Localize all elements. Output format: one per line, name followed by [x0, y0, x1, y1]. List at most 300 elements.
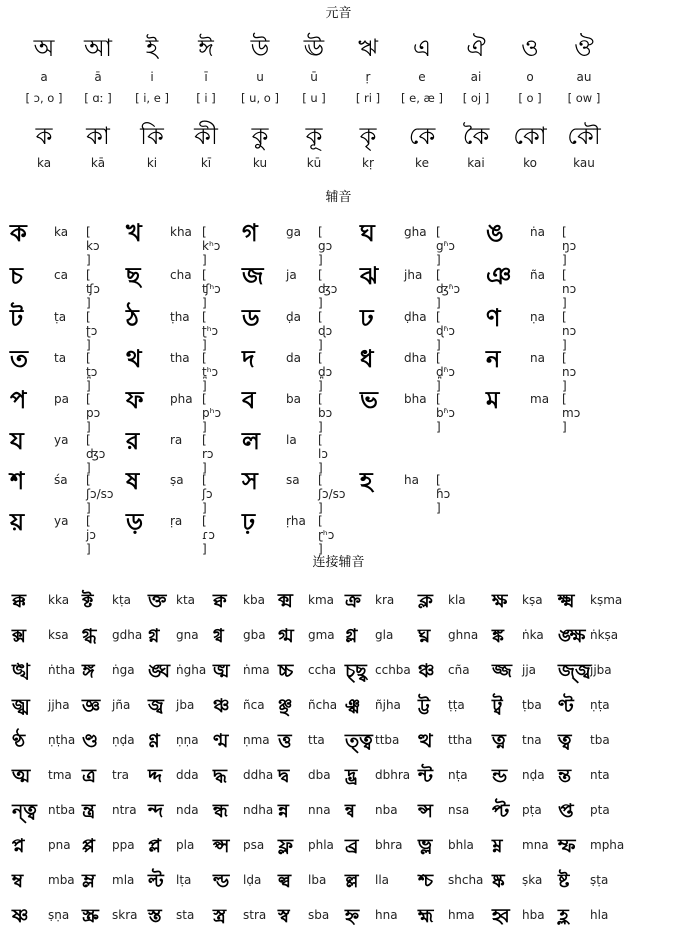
- conjunct-roman: ṅma: [243, 663, 270, 677]
- conjunct-roman: ghna: [448, 628, 479, 642]
- conjunct-glyph: প্স: [213, 835, 230, 857]
- consonant-ipa: [ ʈʰɔ ]: [202, 310, 219, 352]
- consonant-roman: ḍha: [404, 310, 427, 324]
- vowel-ipa: [ o ]: [518, 91, 542, 105]
- consonant-glyph: খ: [126, 219, 142, 247]
- conjunct-glyph: গ্ন: [148, 625, 160, 647]
- conjunct-glyph: ণ্ড: [82, 730, 99, 752]
- conjunct-glyph: ক্র: [345, 590, 361, 612]
- conjunct-glyph: ন্ত: [558, 765, 572, 787]
- consonant-glyph: য: [10, 427, 24, 455]
- conjunct-glyph: শ্চ: [418, 870, 434, 892]
- conjunct-glyph: দ্ভ্র: [345, 765, 358, 787]
- consonant-ipa: [ ɾɔ ]: [202, 514, 215, 556]
- conjunct-glyph: ষ্ণ: [12, 905, 29, 927]
- consonant-ipa: [ ɦɔ ]: [436, 473, 451, 515]
- conjunct-glyph: ঞ্ঝ: [345, 695, 361, 717]
- consonant-glyph: গ: [242, 219, 258, 247]
- consonant-roman: pa: [54, 392, 69, 406]
- consonant-ipa: [ bɔ ]: [318, 392, 333, 434]
- consonant-roman: bha: [404, 392, 427, 406]
- consonant-glyph: ত: [10, 345, 29, 373]
- conjunct-roman: nda: [176, 803, 199, 817]
- conjunct-glyph: ন্ব: [345, 800, 356, 822]
- consonant-ipa: [ ʤʱɔ ]: [436, 268, 461, 310]
- vowel-roman: ū: [310, 70, 318, 84]
- conjunct-glyph: ত্ম: [12, 765, 31, 787]
- vowel-ipa: [ ow ]: [567, 91, 601, 105]
- consonant-glyph: ব: [242, 386, 256, 414]
- conjunct-glyph: প্ল: [148, 835, 161, 857]
- consonant-ipa: [ lɔ ]: [318, 433, 328, 475]
- conjunct-glyph: ন্স: [418, 800, 433, 822]
- conjunct-glyph: ত্ত্ব: [345, 730, 373, 752]
- conjunct-glyph: ক্ষ: [492, 590, 508, 612]
- conjunct-roman: mpha: [590, 838, 625, 852]
- vowel-ipa: [ ri ]: [355, 91, 381, 105]
- conjunct-roman: hla: [590, 908, 609, 922]
- conjunct-roman: bhla: [448, 838, 474, 852]
- consonant-ipa: [ pʰɔ ]: [202, 392, 222, 434]
- consonant-ipa: [ nɔ ]: [562, 310, 577, 352]
- conjunct-glyph: জ্জ্ব: [558, 660, 591, 682]
- conjunct-glyph: ঙ্খ: [12, 660, 30, 682]
- consonant-roman: ta: [54, 351, 67, 365]
- conjunct-glyph: ব্র: [345, 835, 359, 857]
- conjunct-glyph: ত্ব: [558, 730, 572, 752]
- consonant-roman: tha: [170, 351, 190, 365]
- consonant-ipa: [ ŋɔ ]: [562, 225, 577, 267]
- conjunct-roman: tma: [48, 768, 72, 782]
- conjunct-glyph: ণ্ণ: [148, 730, 160, 752]
- vowel-sign-glyph: কৌ: [567, 122, 601, 150]
- conjuncts-heading: 连接辅音: [312, 555, 365, 570]
- conjunct-glyph: প্ন: [12, 835, 25, 857]
- conjunct-roman: ppa: [112, 838, 135, 852]
- conjunct-roman: jja: [522, 663, 537, 677]
- consonant-roman: ma: [530, 392, 550, 406]
- conjunct-roman: ṇma: [243, 733, 270, 747]
- conjunct-glyph: ক্ট: [82, 590, 94, 612]
- vowel-roman-row: [17, 70, 611, 84]
- consonant-glyph: শ: [10, 467, 25, 495]
- consonant-roman: śa: [54, 473, 68, 487]
- consonants-heading: 辅音: [325, 190, 352, 205]
- vowel-glyph: উ: [250, 34, 270, 62]
- vowel-sign-roman: kau: [573, 156, 595, 170]
- consonant-glyph: ন: [486, 345, 501, 373]
- consonant-glyph: ম: [486, 386, 500, 414]
- consonant-ipa: [ rɔ ]: [202, 433, 214, 475]
- conjunct-glyph: প্ট: [492, 800, 510, 822]
- conjunct-roman: kra: [375, 593, 395, 607]
- conjunct-glyph: ন্ত্ব: [12, 800, 37, 822]
- vowel-sign-glyph: ক: [35, 122, 53, 150]
- conjunct-glyph: ন্ন: [278, 800, 289, 822]
- conjunct-glyph: স্ত: [148, 905, 162, 927]
- conjunct-glyph: স্ক্র: [82, 905, 99, 927]
- conjunct-glyph: ন্ত্র: [82, 800, 96, 822]
- conjunct-glyph: জ্ঞ: [82, 695, 101, 717]
- conjunct-roman: jña: [112, 698, 131, 712]
- consonant-ipa: [ ʧɔ ]: [86, 268, 100, 310]
- consonant-roman: pha: [170, 392, 193, 406]
- conjunct-roman: ddha: [243, 768, 274, 782]
- conjunct-glyph: ল্ড: [213, 870, 230, 892]
- conjunct-roman: kla: [448, 593, 466, 607]
- consonant-glyph: য়: [10, 508, 25, 536]
- vowel-sign-roman: kū: [306, 156, 322, 170]
- conjunct-glyph: হ্ম: [418, 905, 434, 927]
- conjunct-glyph: ক্ব: [213, 590, 227, 612]
- consonant-glyph: ঙ: [486, 219, 504, 247]
- conjunct-roman: ṇṇa: [176, 733, 199, 747]
- consonant-glyph: দ: [242, 345, 255, 373]
- conjunct-roman: ṇḍa: [112, 733, 135, 747]
- consonant-ipa: [ pɔ ]: [86, 392, 101, 434]
- vowel-glyph: ঔ: [574, 34, 594, 62]
- consonant-ipa: [ nɔ ]: [562, 268, 577, 310]
- vowel-sign-glyph: কু: [251, 122, 269, 150]
- vowel-ipa: [ ɔ, o ]: [25, 91, 63, 105]
- vowel-ipa: [ i, e ]: [135, 91, 169, 105]
- consonant-roman: ṭha: [170, 310, 190, 324]
- conjunct-roman: ttha: [448, 733, 473, 747]
- vowel-roman: o: [526, 70, 534, 84]
- conjunct-glyph: হ্ল: [558, 905, 569, 927]
- conjunct-roman: hna: [375, 908, 398, 922]
- conjunct-glyph: জ্জ: [492, 660, 512, 682]
- consonant-roman: ṛha: [286, 514, 306, 528]
- conjunct-roman: lla: [375, 873, 390, 887]
- conjunct-glyph: ক্ক: [12, 590, 26, 612]
- conjunct-glyph: ঙ্ক: [492, 625, 504, 647]
- conjunct-roman: nḍa: [522, 768, 545, 782]
- vowel-sign-roman: ka: [36, 156, 52, 170]
- vowel-ipa-row: [17, 91, 611, 105]
- conjunct-glyph: গ্ধ: [82, 625, 97, 647]
- conjunct-glyph: হ্ব: [492, 905, 510, 927]
- conjunct-roman: kba: [243, 593, 265, 607]
- vowels-heading: 元音: [325, 6, 352, 21]
- conjunct-glyph: দ্ব: [278, 765, 290, 787]
- consonant-ipa: [ mɔ ]: [562, 392, 581, 434]
- consonant-glyph: ছ: [126, 262, 141, 290]
- conjunct-roman: sba: [308, 908, 330, 922]
- conjunct-roman: ndha: [243, 803, 274, 817]
- conjunct-roman: hba: [522, 908, 545, 922]
- consonant-glyph: ভ: [360, 386, 378, 414]
- consonant-glyph: ল: [242, 427, 260, 455]
- conjunct-glyph: গ্ব: [213, 625, 224, 647]
- conjunct-roman: nṭa: [448, 768, 468, 782]
- conjunct-glyph: দ্ধ: [213, 765, 227, 787]
- vowel-glyph: ঋ: [358, 34, 378, 62]
- vowel-ipa: [ e, æ ]: [401, 91, 443, 105]
- vowel-sign-glyph: কা: [86, 122, 110, 150]
- conjunct-roman: pṭa: [522, 803, 542, 817]
- conjunct-roman: pta: [590, 803, 610, 817]
- consonant-roman: ra: [170, 433, 183, 447]
- conjunct-glyph: ক্ল: [418, 590, 433, 612]
- conjunct-roman: nsa: [448, 803, 470, 817]
- conjunct-glyph: চ্ছ্ব: [345, 660, 367, 682]
- conjunct-glyph: ঞ্চ: [418, 660, 435, 682]
- consonant-ipa: [ ɖʱɔ ]: [436, 310, 455, 352]
- conjunct-roman: pla: [176, 838, 195, 852]
- consonant-glyph: থ: [126, 345, 142, 373]
- vowel-sign-roman: kī: [200, 156, 212, 170]
- vowel-sign-roman: kai: [467, 156, 485, 170]
- consonant-ipa: [ t̪ɔ ]: [86, 351, 98, 393]
- consonant-ipa: [ gɔ ]: [318, 225, 333, 267]
- consonant-ipa: [ kʰɔ ]: [202, 225, 221, 267]
- vowel-glyph: ও: [521, 34, 539, 62]
- conjunct-roman: jba: [176, 698, 195, 712]
- vowel-sign-glyph: কি: [140, 122, 164, 150]
- conjunct-glyph: ম্ন: [492, 835, 503, 857]
- vowel-ipa: [ ɑː ]: [84, 91, 112, 105]
- vowel-glyph-row: [17, 30, 611, 70]
- consonant-roman: ḍa: [286, 310, 301, 324]
- consonant-roman: dha: [404, 351, 427, 365]
- vowel-glyph: ঊ: [303, 34, 325, 62]
- vowel-roman: e: [418, 70, 426, 84]
- vowel-roman: ṛ: [365, 70, 371, 84]
- vowel-sign-glyph: কো: [513, 122, 547, 150]
- conjunct-glyph: ক্ষ্ম: [558, 590, 575, 612]
- consonant-ipa: [ nɔ ]: [562, 351, 577, 393]
- conjunct-roman: kka: [48, 593, 70, 607]
- conjunct-roman: mba: [48, 873, 75, 887]
- conjunct-roman: tta: [308, 733, 325, 747]
- conjunct-glyph: ণ্ঠ: [12, 730, 26, 752]
- consonant-ipa: [ ʧʰɔ ]: [202, 268, 221, 310]
- consonant-ipa: [ ʃɔ/sɔ ]: [86, 473, 114, 515]
- conjunct-glyph: ট্ব: [492, 695, 503, 717]
- consonant-glyph: ফ: [126, 386, 144, 414]
- conjunct-roman: dda: [176, 768, 199, 782]
- conjunct-roman: kta: [176, 593, 196, 607]
- conjunct-roman: lḍa: [243, 873, 262, 887]
- consonant-glyph: ড: [242, 304, 260, 332]
- consonant-ipa: [ gʱɔ ]: [436, 225, 455, 267]
- conjunct-glyph: ঙ্গ: [82, 660, 95, 682]
- consonant-glyph: চ: [10, 262, 23, 290]
- vowel-sign-glyph: কে: [408, 122, 436, 150]
- consonant-roman: jha: [404, 268, 423, 282]
- conjunct-roman: ṅgha: [176, 663, 207, 677]
- conjunct-glyph: ক্ম: [278, 590, 293, 612]
- conjunct-roman: dbhra: [375, 768, 411, 782]
- conjunct-glyph: হ্ন: [345, 905, 360, 927]
- conjunct-glyph: ন্দ: [148, 800, 164, 822]
- consonant-glyph: ঝ: [360, 262, 379, 290]
- consonant-glyph: ড়: [126, 508, 144, 536]
- conjunct-glyph: ষ্ক: [492, 870, 505, 892]
- conjunct-glyph: ঙ্ম: [213, 660, 230, 682]
- vowel-sign-roman: kā: [90, 156, 106, 170]
- vowel-sign-glyph: কৈ: [462, 122, 490, 150]
- consonant-glyph: জ: [242, 262, 264, 290]
- vowel-roman: ī: [204, 70, 208, 84]
- consonant-roman: ña: [530, 268, 545, 282]
- conjunct-glyph: ক্স: [12, 625, 26, 647]
- consonant-roman: ya: [54, 433, 69, 447]
- conjunct-roman: tra: [112, 768, 129, 782]
- conjunct-roman: gla: [375, 628, 394, 642]
- consonant-ipa: [ ʃɔ/sɔ ]: [318, 473, 346, 515]
- vowel-sign-glyph: কী: [194, 122, 218, 150]
- vowel-glyph: ই: [145, 34, 159, 62]
- conjunct-glyph: ক্ত: [148, 590, 167, 612]
- consonant-ipa: [ kɔ ]: [86, 225, 100, 267]
- conjunct-roman: bhra: [375, 838, 403, 852]
- conjunct-roman: ccha: [308, 663, 337, 677]
- conjunct-glyph: ত্ত: [278, 730, 292, 752]
- conjunct-roman: kṣa: [522, 593, 543, 607]
- vowel-roman: au: [576, 70, 592, 84]
- conjunct-glyph: ন্ধ: [213, 800, 229, 822]
- conjunct-glyph: ঙ্ঘ: [148, 660, 171, 682]
- consonant-ipa: [ ʃɔ ]: [202, 473, 213, 515]
- consonant-glyph: প: [10, 386, 27, 414]
- consonant-glyph: র: [126, 427, 140, 455]
- conjunct-roman: lba: [308, 873, 327, 887]
- consonant-roman: ṛa: [170, 514, 183, 528]
- vowel-roman: u: [256, 70, 264, 84]
- conjunct-roman: ksa: [48, 628, 69, 642]
- conjunct-roman: tba: [590, 733, 610, 747]
- vowel-roman: ā: [94, 70, 102, 84]
- consonant-glyph: ঠ: [126, 304, 139, 332]
- vowel-glyph: অ: [33, 34, 55, 62]
- conjunct-glyph: স্ত্র: [213, 905, 227, 927]
- consonant-glyph: ঢ: [360, 304, 374, 332]
- conjunct-glyph: ত্থ: [418, 730, 433, 752]
- consonant-roman: ya: [54, 514, 69, 528]
- vowel-ipa: [ u, o ]: [241, 91, 279, 105]
- conjunct-glyph: প্প: [82, 835, 95, 857]
- vowel-glyph: ঈ: [198, 34, 214, 62]
- vowel-ipa: [ oj ]: [462, 91, 490, 105]
- consonant-roman: ga: [286, 225, 301, 239]
- consonant-roman: la: [286, 433, 297, 447]
- conjunct-glyph: চ্চ: [278, 660, 294, 682]
- conjunct-roman: ñjha: [375, 698, 401, 712]
- conjunct-glyph: ত্ন: [492, 730, 506, 752]
- consonant-roman: ca: [54, 268, 68, 282]
- conjunct-roman: sta: [176, 908, 195, 922]
- conjunct-roman: ṣṭa: [590, 873, 609, 887]
- conjunct-roman: ṇṭa: [590, 698, 610, 712]
- consonant-ipa: [ ɖɔ ]: [318, 310, 333, 352]
- vowel-sign-roman: kṛ: [362, 156, 374, 170]
- consonant-roman: ka: [54, 225, 69, 239]
- conjunct-glyph: প্ত: [558, 800, 574, 822]
- consonant-glyph: ণ: [486, 304, 501, 332]
- conjunct-roman: skra: [112, 908, 138, 922]
- vowel-sign-glyph-row: [17, 118, 611, 158]
- vowel-sign-roman: ke: [415, 156, 429, 170]
- consonant-roman: ṅa: [530, 225, 545, 239]
- conjunct-glyph: ল্ল: [345, 870, 359, 892]
- consonant-glyph: ঘ: [360, 219, 375, 247]
- vowel-sign-glyph: কৃ: [359, 122, 377, 150]
- vowel-roman: ai: [470, 70, 482, 84]
- conjunct-roman: stra: [243, 908, 267, 922]
- vowel-sign-glyph: কূ: [305, 122, 323, 150]
- conjunct-roman: gba: [243, 628, 266, 642]
- consonant-roman: ṣa: [170, 473, 184, 487]
- consonant-glyph: স: [242, 467, 258, 495]
- conjunct-roman: kma: [308, 593, 334, 607]
- consonant-glyph: ষ: [126, 467, 140, 495]
- consonant-glyph: ঢ়: [242, 508, 256, 536]
- consonant-roman: da: [286, 351, 301, 365]
- conjunct-glyph: ঞ্চ: [213, 695, 230, 717]
- vowel-sign-roman: ki: [146, 156, 158, 170]
- conjunct-roman: phla: [308, 838, 334, 852]
- conjunct-roman: ṅkṣa: [590, 628, 619, 642]
- conjunct-glyph: ল্ট: [148, 870, 164, 892]
- consonant-glyph: হ: [360, 467, 373, 495]
- consonant-glyph: ট: [10, 304, 24, 332]
- conjunct-roman: jjba: [590, 663, 612, 677]
- conjunct-glyph: ঘ্ন: [418, 625, 431, 647]
- consonant-roman: cha: [170, 268, 192, 282]
- vowel-ipa: [ i ]: [196, 91, 216, 105]
- conjunct-glyph: ন্ড: [492, 765, 508, 787]
- conjunct-roman: gdha: [112, 628, 143, 642]
- vowel-ipa: [ u ]: [302, 91, 326, 105]
- conjunct-roman: dba: [308, 768, 331, 782]
- conjunct-roman: mla: [112, 873, 135, 887]
- conjunct-roman: ntra: [112, 803, 137, 817]
- conjunct-roman: psa: [243, 838, 265, 852]
- consonant-ipa: [ ʤɔ ]: [86, 433, 106, 475]
- conjunct-glyph: ল্ব: [278, 870, 292, 892]
- conjunct-roman: ñcha: [308, 698, 338, 712]
- conjunct-roman: ṭṭa: [448, 698, 465, 712]
- conjunct-roman: ṭba: [522, 698, 542, 712]
- conjunct-glyph: দ্দ: [148, 765, 163, 787]
- conjunct-glyph: ফ্ল: [278, 835, 293, 857]
- conjunct-glyph: ট্ট: [418, 695, 430, 717]
- conjunct-glyph: জ্ব: [148, 695, 164, 717]
- consonant-roman: ha: [404, 473, 419, 487]
- vowel-roman: a: [40, 70, 48, 84]
- conjunct-glyph: ত্র: [82, 765, 96, 787]
- conjunct-glyph: ম্ব: [12, 870, 24, 892]
- vowel-glyph: এ: [412, 34, 432, 62]
- consonant-ipa: [ jɔ ]: [86, 514, 96, 556]
- consonant-ipa: [ d̪ɔ ]: [318, 351, 333, 393]
- consonant-roman: sa: [286, 473, 300, 487]
- conjunct-roman: ṅga: [112, 663, 135, 677]
- consonant-roman: ba: [286, 392, 301, 406]
- consonant-ipa: [ ʤɔ ]: [318, 268, 338, 310]
- conjunct-glyph: ষ্ট: [558, 870, 570, 892]
- vowel-sign-roman: ko: [523, 156, 537, 170]
- consonant-ipa: [ d̪ʱɔ ]: [436, 351, 455, 393]
- conjunct-roman: hma: [448, 908, 475, 922]
- vowel-roman: i: [150, 70, 154, 84]
- conjunct-roman: tna: [522, 733, 542, 747]
- vowel-sign-roman-row: [17, 156, 611, 170]
- consonant-glyph: ঞ: [486, 262, 512, 290]
- conjunct-roman: cchba: [375, 663, 411, 677]
